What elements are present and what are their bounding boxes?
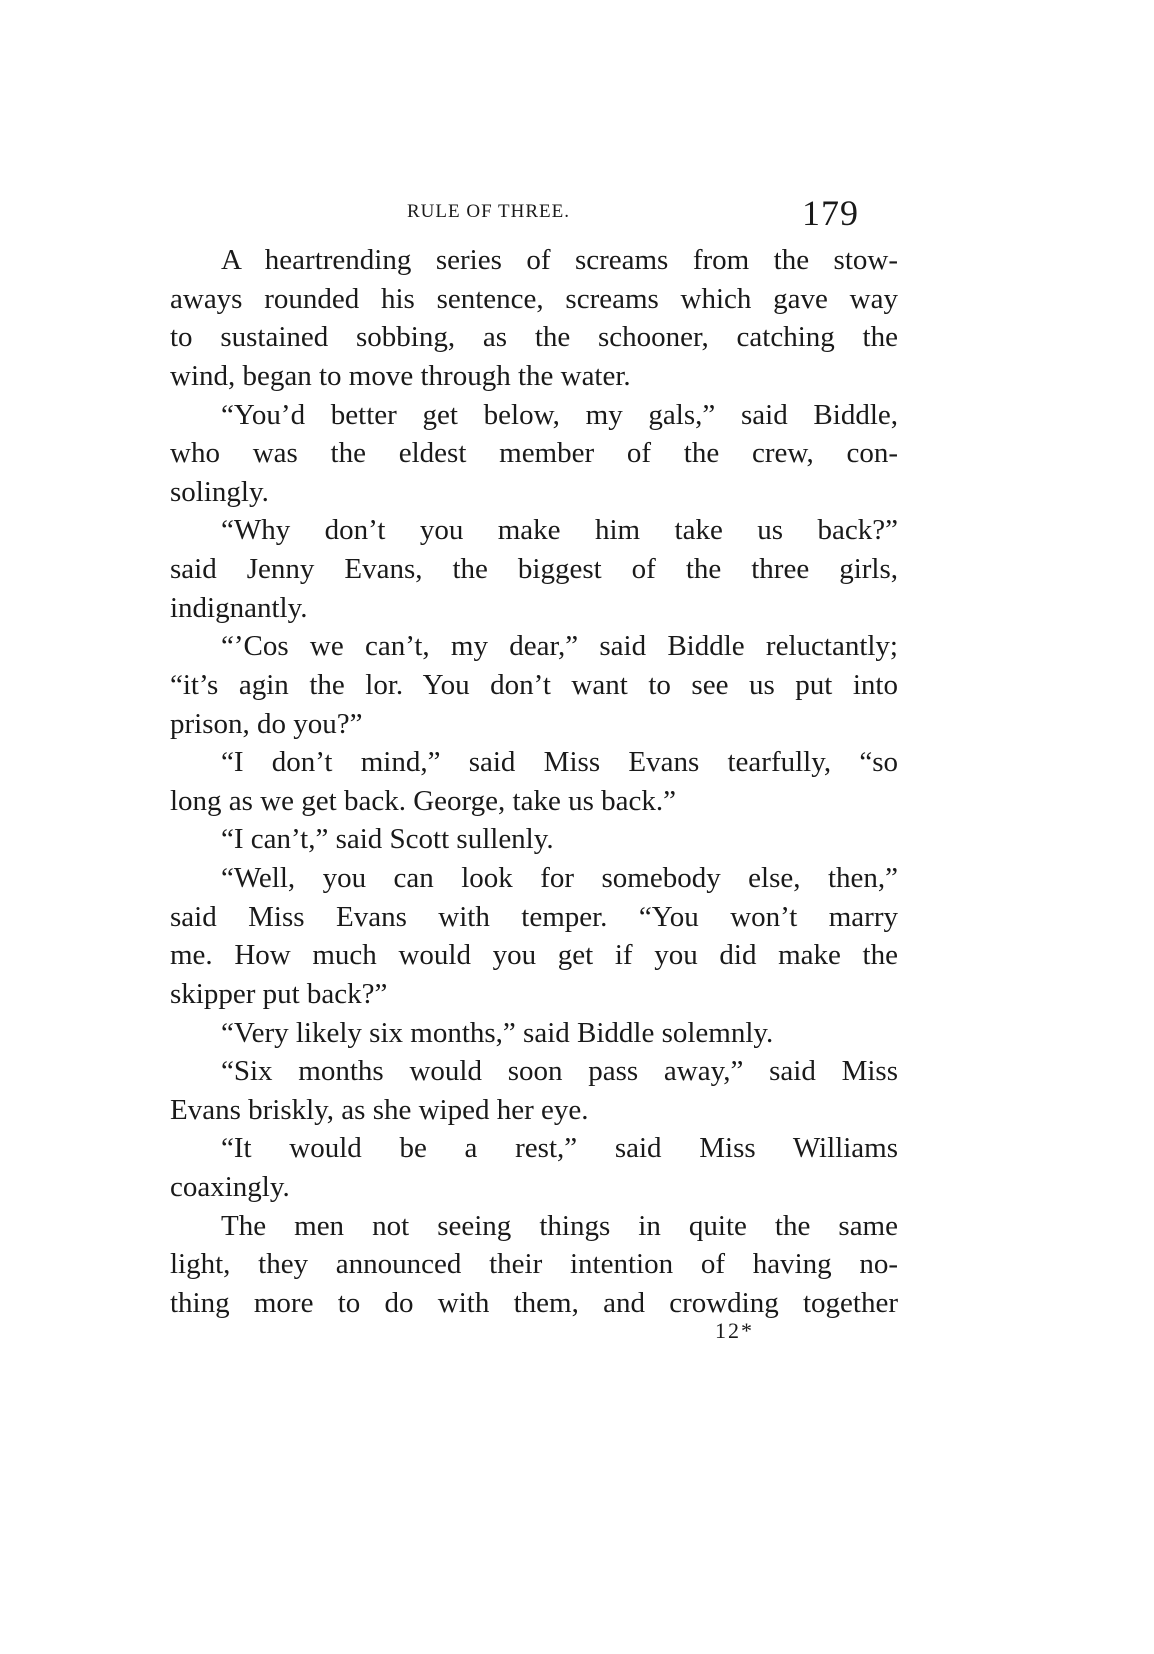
running-head: RULE OF THREE. (407, 201, 571, 222)
text-line: to sustained sobbing, as the schooner, catching the (170, 321, 898, 354)
text-line: “’Cos we can’t, my dear,” said Biddle reluctantly; (221, 630, 898, 663)
text-line: wind, began to move through the water. (170, 359, 631, 392)
text-line: prison, do you?” (170, 707, 363, 740)
text-line: “I don’t mind,” said Miss Evans tearfully, “so (221, 746, 898, 779)
body-text (170, 241, 898, 1323)
text-line: long as we get back. George, take us back.” (170, 784, 676, 817)
text-line: said Miss Evans with temper. “You won’t marry (170, 900, 898, 933)
text-line: “it’s agin the lor. You don’t want to see us put into (170, 668, 898, 701)
signature-mark: 12* (715, 1318, 754, 1343)
text-line: “Six months would soon pass away,” said Miss (221, 1055, 898, 1088)
text-line: who was the eldest member of the crew, con- (170, 437, 898, 470)
page-number: 179 (802, 193, 859, 233)
text-line: “Why don’t you make him take us back?” (221, 514, 898, 547)
text-line: “It would be a rest,” said Miss Williams (221, 1132, 898, 1165)
text-line: The men not seeing things in quite the same (221, 1209, 898, 1242)
text-line: said Jenny Evans, the biggest of the three girls, (170, 553, 898, 585)
text-line: indignantly. (170, 591, 308, 624)
text-line: solingly. (170, 475, 269, 508)
text-line: “You’d better get below, my gals,” said Biddle, (221, 398, 898, 431)
text-line: thing more to do with them, and crowding together (170, 1286, 898, 1319)
text-line: skipper put back?” (170, 977, 388, 1010)
text-line: coaxingly. (170, 1171, 290, 1203)
text-line: light, they announced their intention of having no- (170, 1248, 898, 1281)
text-line: “Very likely six months,” said Biddle solemnly. (221, 1016, 774, 1049)
text-line: “Well, you can look for somebody else, then,” (221, 862, 898, 894)
text-line: me. How much would you get if you did make the (170, 939, 898, 972)
text-line: “I can’t,” said Scott sullenly. (221, 823, 554, 856)
text-line: A heartrending series of screams from the stow- (221, 244, 898, 276)
text-line: Evans briskly, as she wiped her eye. (170, 1093, 589, 1126)
text-line: aways rounded his sentence, screams which gave way (170, 282, 898, 315)
